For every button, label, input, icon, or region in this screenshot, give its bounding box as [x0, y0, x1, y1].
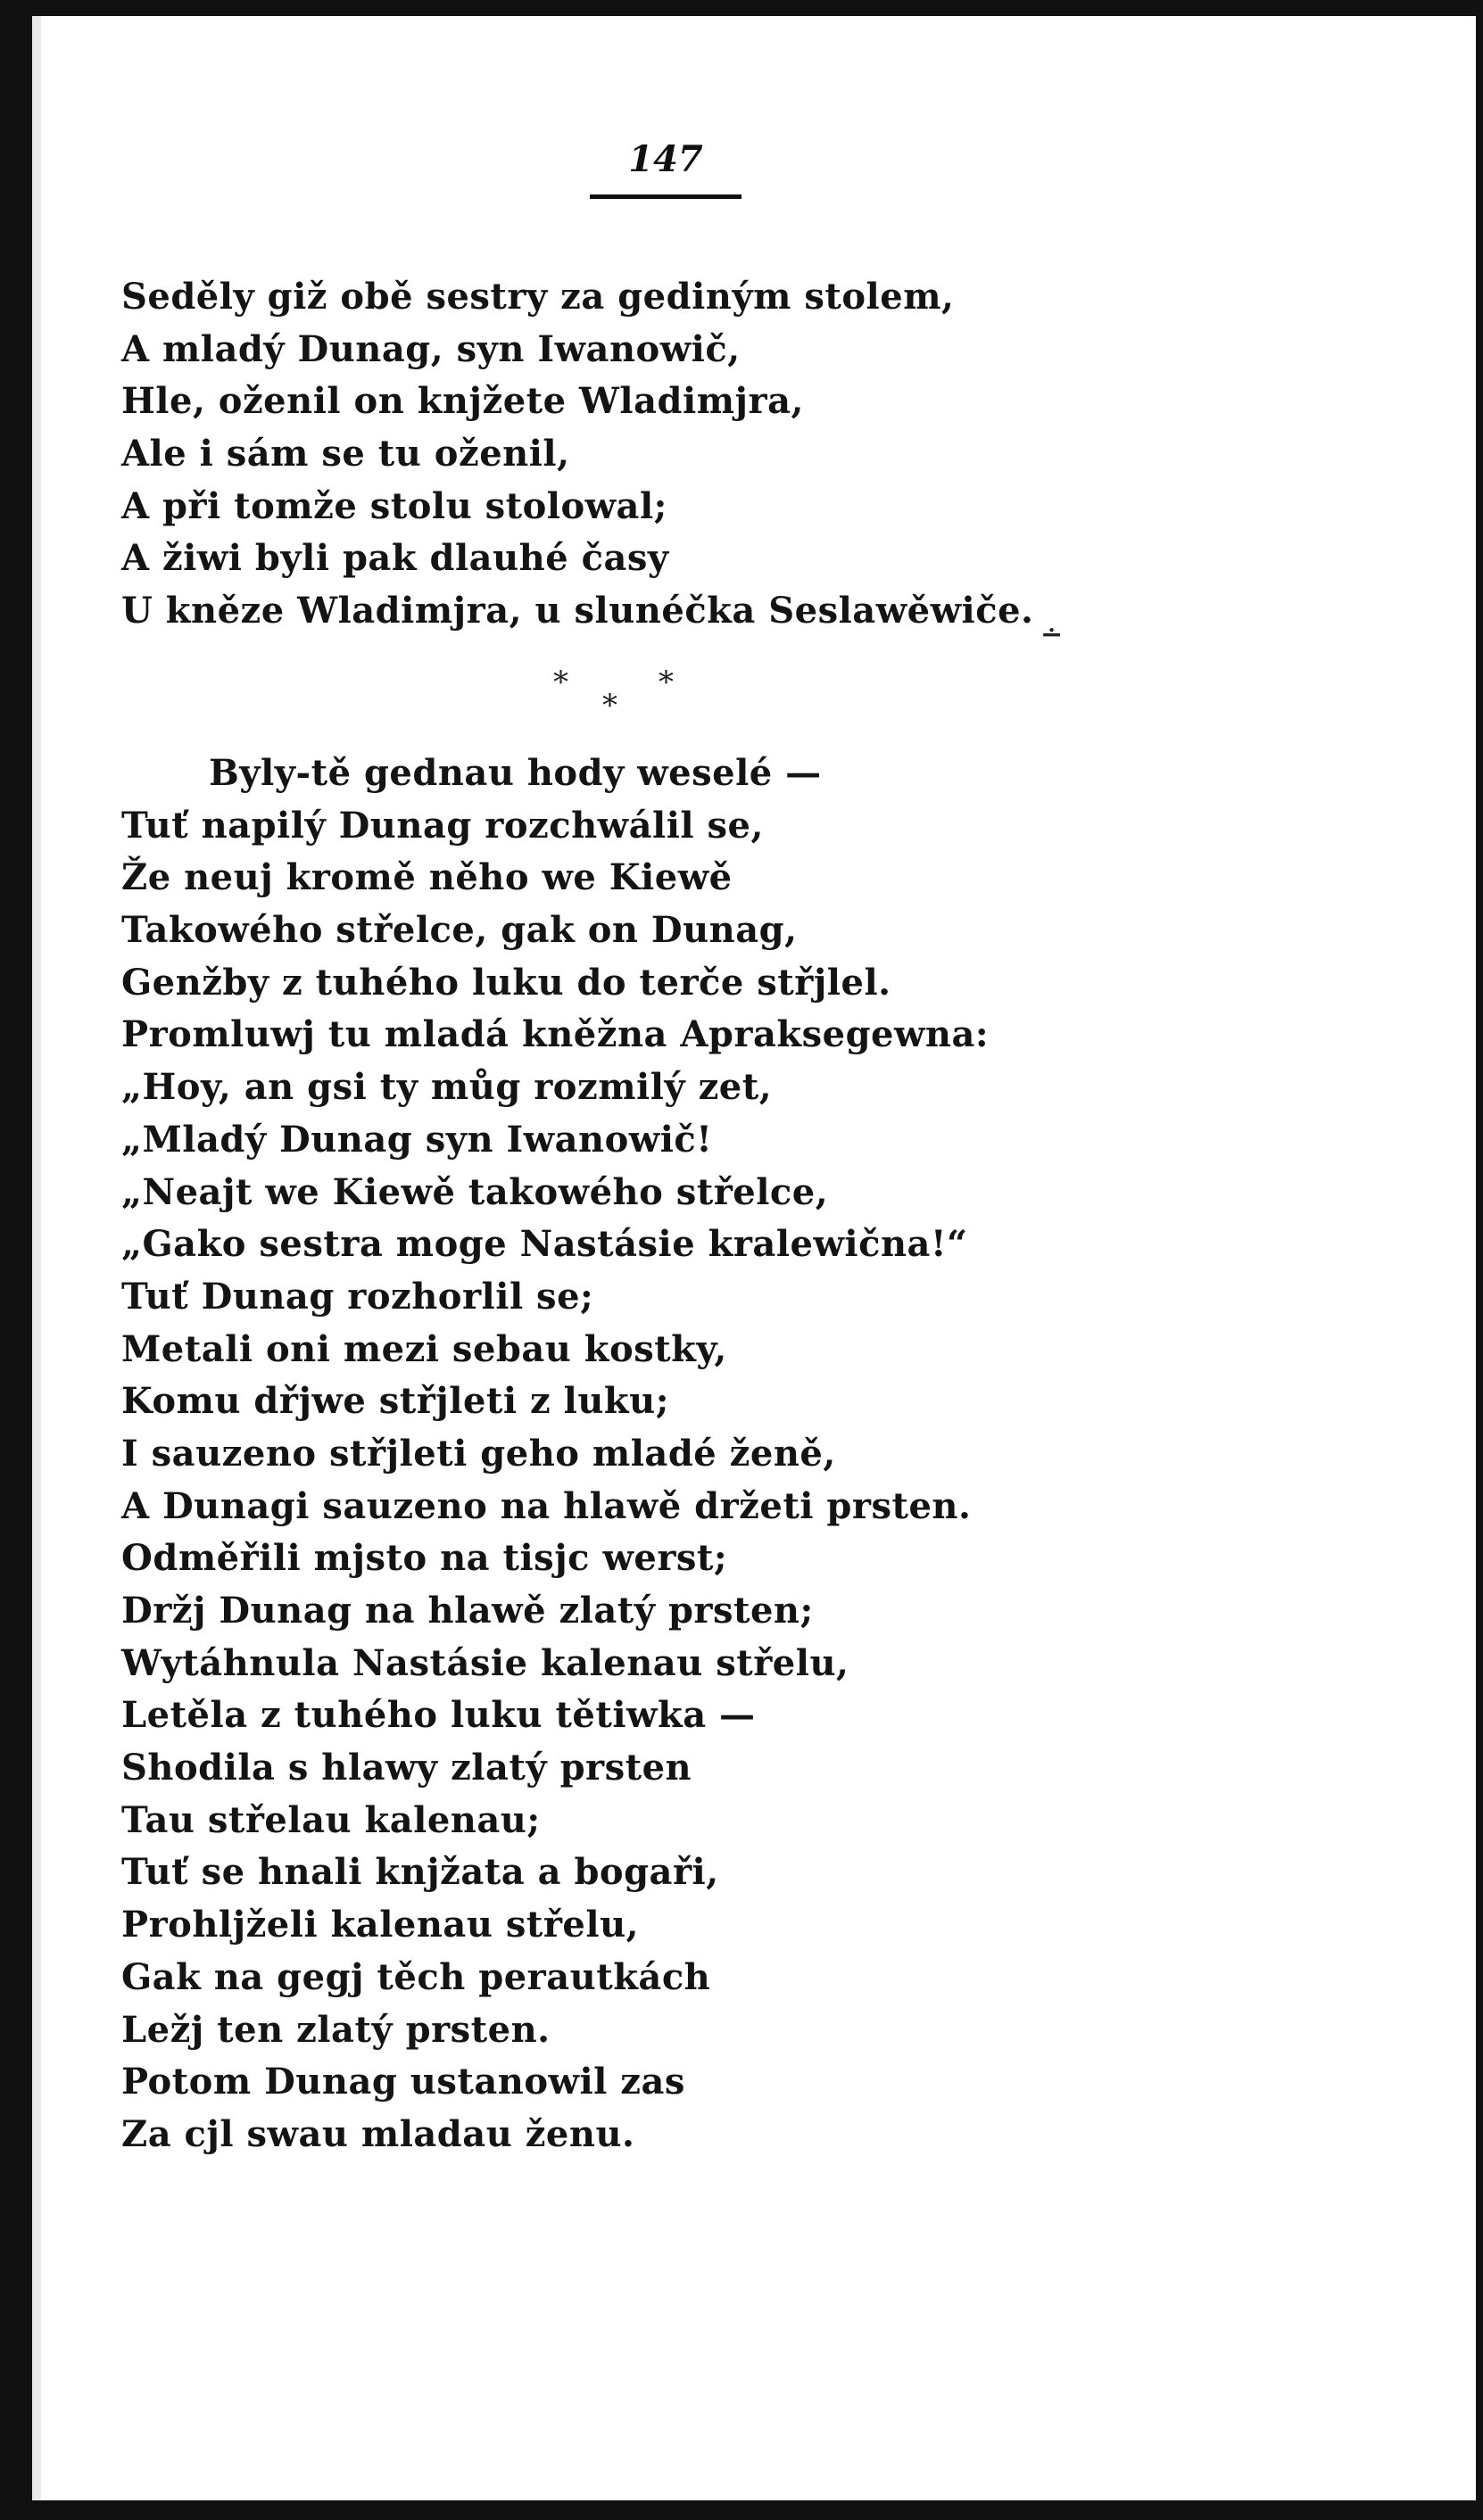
verse-line: Že neuj kromě něho we Kiewě: [121, 856, 733, 899]
verse-line: Tau střelau kalenau;: [121, 1798, 541, 1841]
verse-line: Tuť napilý Dunag rozchwálil se,: [121, 804, 764, 847]
verse-line: Tuť Dunag rozhorlil se;: [121, 1275, 594, 1318]
verse-line: Gak na gegj těch perautkách: [121, 1955, 711, 1998]
verse-line: Shodila s hlawy zlatý prsten: [121, 1747, 692, 1789]
verse-line: A Dunagi sauzeno na hlawě držeti prsten.: [121, 1484, 972, 1527]
verse-line: Genžby z tuhého luku do terče střjlel.: [121, 961, 891, 1004]
scan-border-left-shadow: [32, 16, 41, 2520]
verse-line: Potom Dunag ustanowil zas: [121, 2061, 685, 2103]
scan-border-right: [1476, 0, 1483, 2520]
verse-line: Držj Dunag na hlawě zlatý prsten;: [121, 1590, 814, 1632]
scan-border-bottom: [0, 2500, 1483, 2520]
verse-line: Tuť se hnali knjžata a bogaři,: [121, 1851, 719, 1894]
verse-line: A mladý Dunag, syn Iwanowič,: [121, 327, 741, 370]
verse-line: Za cjl swau mladau ženu.: [121, 2112, 635, 2155]
verse-line: Hle, oženil on knjžete Wladimjra,: [121, 380, 804, 423]
verse-line: A při tomže stolu stolowal;: [121, 484, 667, 527]
verse-line: U kněze Wladimjra, u slunéčka Seslawěwiče.: [121, 590, 1034, 632]
page-number-rule: [590, 194, 742, 199]
verse-line: Seděly giž obě sestry za gediným stolem,: [121, 276, 955, 318]
page-number: 147: [628, 138, 703, 180]
verse-line: I sauzeno střjleti geho mladé ženě,: [121, 1432, 836, 1475]
asterisk: *: [553, 665, 568, 700]
asterisk: *: [602, 688, 617, 723]
stanza-1: [121, 271, 1033, 638]
asterism-divider: [553, 665, 758, 727]
verse-line: Promluwj tu mladá kněžna Apraksegewna:: [121, 1013, 990, 1056]
verse-line: Prohljželi kalenau střelu,: [121, 1904, 640, 1946]
verse-line: Letěla z tuhého luku tětiwka —: [121, 1694, 756, 1737]
verse-line: A žiwi byli pak dlauhé časy: [121, 537, 669, 580]
verse-line: Ale i sám se tu oženil,: [121, 433, 570, 475]
asterisk: *: [659, 665, 674, 700]
verse-line: „Gako sestra moge Nastásie kralewična!“: [121, 1223, 968, 1266]
verse-line: Wytáhnula Nastásie kalenau střelu,: [121, 1641, 849, 1684]
scan-border-left: [0, 0, 32, 2520]
verse-line: Takowého střelce, gak on Dunag,: [121, 909, 798, 952]
verse-line: „Mladý Dunag syn Iwanowič!: [121, 1118, 713, 1161]
verse-line: Odměřili mjsto na tisjc werst;: [121, 1537, 728, 1580]
verse-line: „Neajt we Kiewě takowého střelce,: [121, 1170, 829, 1213]
verse-line: Komu dřjwe střjleti z luku;: [121, 1380, 669, 1423]
verse-line: Ležj ten zlatý prsten.: [121, 2008, 551, 2051]
scan-border-top: [0, 0, 1483, 16]
verse-line: Metali oni mezi sebau kostky,: [121, 1327, 727, 1370]
verse-line: Byly-tě gednau hody weselé —: [209, 752, 822, 794]
verse-line: „Hoy, an gsi ty můg rozmilý zet,: [121, 1066, 773, 1109]
section-end-mark: ∸: [1040, 619, 1064, 650]
stanza-2: [121, 748, 989, 2161]
